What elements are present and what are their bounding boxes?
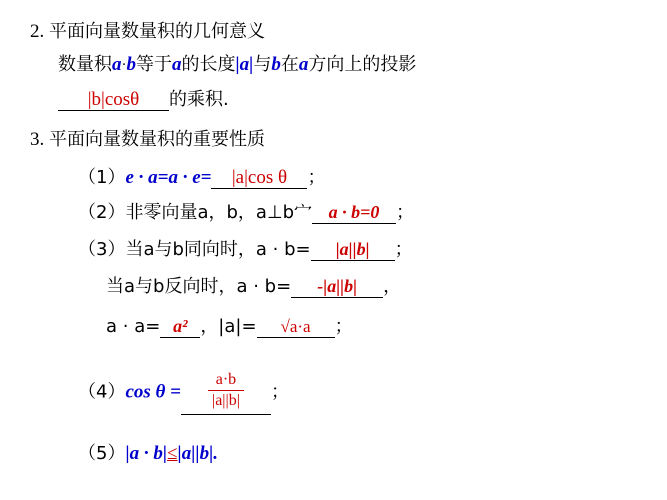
answer-blank-item-2[interactable] — [312, 203, 396, 224]
answer-text-item-aa: a² — [173, 316, 188, 336]
answer-blank-item-1[interactable] — [211, 168, 307, 189]
answer-text-item-2: a · b=0 — [328, 202, 380, 222]
relation-leq: ≤ — [167, 443, 178, 464]
item-3b-tail: ， — [383, 276, 402, 297]
answer-blank-item-aa-2[interactable] — [257, 317, 335, 338]
fraction-cos-theta — [208, 371, 244, 411]
item-aa-tail: ； — [334, 316, 353, 337]
item-4-label: （4） — [78, 381, 126, 403]
section-2-number: 2. — [30, 21, 45, 42]
text-dechangdu: 的长度 — [181, 54, 236, 75]
item-2-tail: ； — [396, 202, 415, 223]
answer-text-item-3: |a||b| — [335, 239, 370, 259]
item-4-tail: ； — [270, 381, 289, 403]
section-2-heading — [30, 22, 265, 41]
answer-text-projection: |b|cosθ — [87, 89, 140, 110]
property-item-3b — [106, 277, 401, 298]
answer-blank-projection[interactable] — [58, 90, 169, 111]
section-2-body-line2 — [58, 90, 229, 111]
item-3-expression: 当a与b同向时，a · b= — [125, 239, 311, 260]
fraction-numerator: a·b — [208, 371, 244, 391]
answer-blank-item-aa[interactable] — [160, 317, 200, 338]
item-5-label: （5） — [78, 443, 126, 464]
answer-text-item-3b: -|a||b| — [317, 276, 358, 296]
item-1-label: （1） — [78, 167, 126, 188]
section-3-title: 平面向量数量积的重要性质 — [49, 129, 265, 150]
text-shuliangji: 数量积 — [58, 54, 112, 75]
item-2-label: （2） — [78, 202, 126, 223]
item-1-tail: ； — [307, 167, 326, 188]
item-aa-mid: ，|a|= — [200, 316, 257, 337]
item-3b-expression: 当a与b反向时，a · b= — [106, 276, 292, 297]
section-3-number: 3. — [30, 129, 45, 150]
answer-blank-item-4[interactable] — [181, 373, 271, 415]
property-item-2 — [78, 203, 414, 224]
property-item-5 — [78, 444, 218, 463]
section-2-title: 平面向量数量积的几何意义 — [49, 21, 265, 42]
fraction-denominator: |a||b| — [212, 392, 240, 410]
text-zai: 在 — [280, 54, 299, 75]
property-item-3 — [78, 240, 413, 261]
answer-blank-item-3b[interactable] — [291, 277, 383, 298]
property-item-4 — [78, 373, 289, 415]
item-1-expression: e · a=a · e= — [125, 167, 212, 188]
property-item-aa — [106, 317, 353, 338]
text-yu: 与 — [253, 54, 272, 75]
answer-text-item-aa-2: √a·a — [280, 317, 311, 336]
item-2-expression: 非零向量a，b，a⊥b宀 — [125, 202, 313, 223]
item-4-expression: cos θ = — [125, 381, 181, 403]
vector-a-2: a — [172, 54, 182, 75]
item-3-label: （3） — [78, 239, 126, 260]
abs-a-1: |a| — [235, 54, 254, 75]
vector-a-1: a — [112, 54, 122, 75]
section-2-body-line1 — [58, 55, 416, 74]
item-3-tail: ； — [394, 239, 413, 260]
property-item-1 — [78, 168, 325, 189]
answer-text-item-1: |a|cos θ — [231, 167, 288, 188]
answer-blank-item-3[interactable] — [311, 240, 395, 261]
dot-operator-1: · — [121, 56, 127, 73]
section-3-heading — [30, 130, 265, 149]
item-5-expression-left: |a · b| — [125, 443, 168, 464]
vector-a-3: a — [298, 54, 309, 75]
vector-b-1: b — [126, 54, 136, 75]
item-5-expression-right: |a||b|. — [177, 443, 219, 464]
text-dengyu: 等于 — [136, 54, 172, 75]
item-aa-expression: a · a= — [106, 316, 161, 337]
vector-b-2: b — [271, 54, 281, 75]
text-dechengji: 的乘积. — [169, 89, 229, 110]
text-fangxiangshangdetouying: 方向上的投影 — [308, 54, 417, 75]
